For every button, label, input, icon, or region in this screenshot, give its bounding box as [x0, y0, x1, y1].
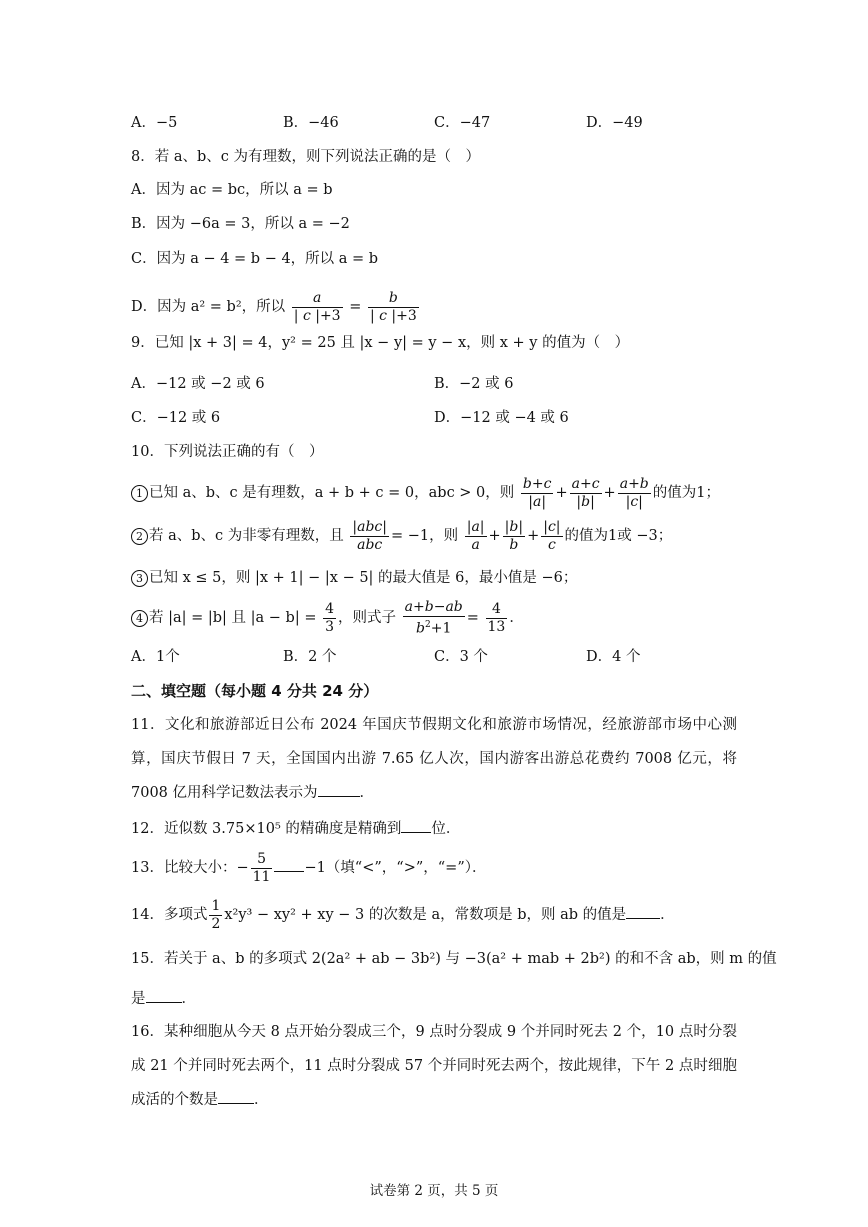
q7-option-a: A．−5: [131, 115, 178, 131]
q13-prefix: 13．比较大小：−: [131, 860, 249, 876]
q10-statement-4: 4 若 |a| = |b| 且 |a − b| = $\frac{4}{3}$ ，则式子 $\frac{a+b-ab}{b^2+1}$ = $\frac{4}{13}$ ．: [131, 598, 524, 638]
q7-option-d: D．−49: [586, 115, 643, 131]
q8-option-b: B．因为 −6a = 3，所以 a = −2: [131, 216, 350, 232]
q8-stem: 8．若 a、b、c 为有理数，则下列说法正确的是（ ）: [131, 149, 480, 165]
q8-fraction-left: $\frac{a}{| c |+3}$: [293, 289, 341, 324]
circled-number-3: 3: [131, 570, 148, 587]
q10-s2-suffix: 的值为1或 −3；: [564, 528, 673, 544]
q8-option-d-prefix: D．因为 a² = b²，所以: [131, 299, 286, 315]
q10-s3-text: 已知 x ≤ 5，则 |x + 1| − |x − 5| 的最大值是 6，最小值是 −6；: [149, 570, 578, 586]
q11: 11．文化和旅游部近日公布 2024 年国庆节假期文化和旅游市场情况，经旅游部市场中心测算，国庆节假日 7 天，全国国内出游 7.65 亿人次，国内游客出游总花费约 7008 亿元，将 7008 亿用科学记数法表示为 ．: [131, 717, 737, 801]
q8-option-d: D．因为 a² = b²，所以 $\frac{a}{| c |+3}$ = $\frac{b}{| c |+3}$: [131, 289, 417, 324]
q10-s1-prefix: 已知 a、b、c 是有理数，a + b + c = 0，abc > 0，则: [149, 485, 515, 501]
q11-text: 11．文化和旅游部近日公布 2024 年国庆节假期文化和旅游市场情况，经旅游部市场中心测算，国庆节假日 7 天，全国国内出游 7.65 亿人次，国内游客出游总花费约 7008 亿元，将 7008 亿用科学记数法表示为: [131, 717, 737, 801]
q10-s2-frac-abc: $\frac{\text{|abc|}}{\text{abc}}$: [352, 518, 387, 553]
q8-option-c: C．因为 a − 4 = b − 4，所以 a = b: [131, 251, 379, 267]
q15-answer-blank[interactable]: [146, 988, 182, 1003]
q9-option-c: C．−12 或 6: [131, 410, 221, 426]
circled-number-1: 1: [131, 485, 148, 502]
q10-stem: 10．下列说法正确的有（ ）: [131, 444, 324, 460]
q10-option-c: C．3 个: [434, 649, 488, 665]
q10-s2-frac-a: $\frac{|a|}{a}$: [466, 518, 485, 553]
q15-line-1: 15．若关于 a、b 的多项式 2(2a² + ab − 3b²) 与 −3(a² + mab + 2b²) 的和不含 ab，则 m 的值: [131, 951, 777, 967]
q10-s1-frac-c: $\frac{a+b}{|c|}$: [619, 475, 649, 510]
q13: [131, 848, 487, 888]
q14-fraction-half: $\frac{1}{2}$: [211, 897, 221, 932]
q9-option-d: D．−12 或 −4 或 6: [434, 410, 569, 426]
q10-s2-frac-c: $\frac{|c|}{c}$: [543, 518, 561, 553]
q9-option-b: B．−2 或 6: [434, 376, 514, 392]
q8-fraction-right: $\frac{b}{| c |+3}$: [369, 289, 417, 324]
q14-answer-blank[interactable]: [626, 904, 660, 919]
q10-s4-frac-4-3: $\frac{4}{3}$: [325, 600, 335, 635]
q10-option-a: A．1个: [131, 649, 180, 665]
q10-s1-frac-b: $\frac{a+c}{|b|}$: [571, 475, 600, 510]
q13-answer-blank[interactable]: [274, 857, 304, 872]
q10-s4-frac-expr: $\frac{a+b-ab}{b^2+1}$: [404, 598, 463, 637]
q15-line-2-text: 是: [131, 991, 146, 1007]
q16-answer-blank[interactable]: [218, 1089, 254, 1104]
q16: 16．某种细胞从今天 8 点开始分裂成三个，9 点时分裂成 9 个并同时死去 2 个，10 点时分裂成 21 个并同时死去两个，11 点时分裂成 57 个并同时死去两个，按此规律，下午 2 点时细胞成活的个数是 ．: [131, 1024, 737, 1108]
q10-option-d: D．4 个: [586, 649, 641, 665]
q14-mid: x²y³ − xy² + xy − 3 的次数是 a，常数项是 b，则 ab 的值是: [224, 907, 627, 923]
q10-s2-frac-b: $\frac{|b|}{b}$: [504, 518, 524, 553]
q15-line-2: [131, 988, 196, 1009]
q7-option-b: B．−46: [283, 115, 339, 131]
q10-s2-prefix: 若 a、b、c 为非零有理数，且: [149, 528, 344, 544]
q12-answer-blank[interactable]: [401, 818, 431, 833]
section-2-title: 二、填空题（每小题 4 分共 24 分）: [131, 682, 379, 700]
q13-fraction: $\frac{5}{11}$: [252, 850, 271, 885]
q10-s4-prefix: 若 |a| = |b| 且 |a − b| =: [149, 610, 317, 626]
q12-suffix: 位．: [431, 821, 461, 837]
q10-statement-2: 2 若 a、b、c 为非零有理数，且 $\frac{\text{|abc|}}{\text{abc}}$ = −1，则 $\frac{|a|}{a}$ + $\frac{|b|}{b}$ + $\frac{|c|}{c}$ 的值为1或 −3；: [131, 516, 672, 556]
circled-number-4: 4: [131, 610, 148, 627]
q12: [131, 818, 460, 839]
q12-prefix: 12．近似数 3.75×10⁵ 的精确度是精确到: [131, 821, 402, 837]
q10-option-b: B．2 个: [283, 649, 337, 665]
q14-prefix: 14．多项式: [131, 907, 208, 923]
q9-option-a: A．−12 或 −2 或 6: [131, 376, 265, 392]
q10-s4-mid: ，则式子: [338, 610, 397, 626]
q9-stem: 9．已知 |x + 3| = 4，y² = 25 且 |x − y| = y − x，则 x + y 的值为（ ）: [131, 335, 630, 351]
q16-text: 16．某种细胞从今天 8 点开始分裂成三个，9 点时分裂成 9 个并同时死去 2 个，10 点时分裂成 21 个并同时死去两个，11 点时分裂成 57 个并同时死去两个，按此规律，下午 2 点时细胞成活的个数是: [131, 1024, 737, 1108]
q10-s4-suffix: =: [466, 610, 479, 626]
q15-end: ．: [181, 991, 196, 1007]
q14-suffix: ．: [660, 907, 675, 923]
q10-statement-1: 1 已知 a、b、c 是有理数，a + b + c = 0，abc > 0，则 $\frac{b+c}{|a|}$ + $\frac{a+c}{|b|}$ + $\frac{a+b}{|c|}$ 的值为1；: [131, 473, 720, 513]
page-footer: 试卷第 2 页，共 5 页: [369, 1183, 499, 1199]
q10-s1-suffix: 的值为1；: [652, 485, 720, 501]
q11-answer-blank[interactable]: [318, 782, 360, 797]
q10-s1-frac-a: $\frac{b+c}{|a|}$: [522, 475, 552, 510]
q8-option-a: A．因为 ac = bc，所以 a = b: [131, 182, 333, 198]
q10-statement-3: [131, 568, 577, 588]
q13-mid: −1（填“<”，“>”，“=”）．: [304, 860, 487, 876]
q10-s2-mid: = −1，则: [390, 528, 459, 544]
q14: [131, 895, 675, 935]
q10-s4-frac-4-13: $\frac{4}{13}$: [487, 600, 506, 635]
q7-option-c: C．−47: [434, 115, 491, 131]
circled-number-2: 2: [131, 528, 148, 545]
